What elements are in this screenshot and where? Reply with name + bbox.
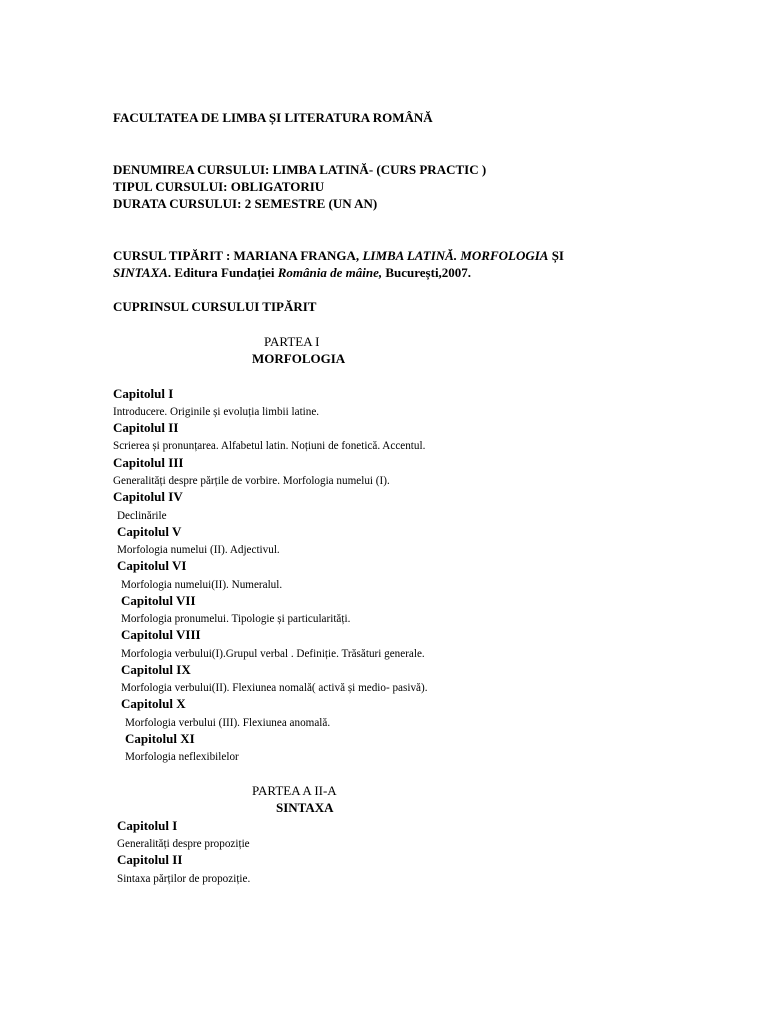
- course-name: DENUMIREA CURSULUI: LIMBA LATINĂ- (CURS PRACTIC ): [113, 162, 487, 177]
- chapter-heading: Capitolul VIII: [121, 627, 201, 642]
- publisher-name: România de mâine,: [277, 265, 383, 280]
- book-title-part2: SINTAXA: [113, 265, 168, 280]
- part1-title: MORFOLOGIA: [252, 351, 346, 366]
- part2-title: SINTAXA: [276, 800, 334, 815]
- book-title-part1: LIMBA LATINĂ. MORFOLOGIA: [362, 248, 549, 263]
- chapter-description: Morfologia neflexibilelor: [125, 749, 239, 763]
- chapter-description: Morfologia numelui (II). Adjectivul.: [117, 542, 280, 556]
- chapter-description: Morfologia verbului(I).Grupul verbal . Definiție. Trăsături generale.: [121, 646, 425, 660]
- chapter-description: Introducere. Originile și evoluția limbii latine.: [113, 404, 320, 418]
- chapter-description: Morfologia verbului (III). Flexiunea anomală.: [125, 715, 331, 729]
- printed-prefix: CURSUL TIPĂRIT : MARIANA FRANGA,: [113, 248, 363, 263]
- chapter-description: Morfologia pronumelui. Tipologie și particularități.: [121, 611, 351, 625]
- book-title-conj: ȘI: [548, 248, 564, 263]
- chapter-description: Morfologia verbului(II). Flexiunea nomală( activă și medio- pasivă).: [121, 680, 428, 694]
- chapter-description: Declinările: [117, 508, 167, 522]
- part1-label: PARTEA I: [264, 334, 320, 349]
- publisher-b: București,2007.: [382, 265, 472, 280]
- chapter-heading: Capitolul XI: [125, 731, 195, 746]
- course-duration: DURATA CURSULUI: 2 SEMESTRE (UN AN): [113, 196, 378, 211]
- printed-course-line2: [113, 265, 471, 281]
- printed-course-line1: [113, 248, 564, 264]
- faculty-heading: FACULTATEA DE LIMBA ȘI LITERATURA ROMÂNĂ: [113, 110, 433, 125]
- chapter-description: Generalități despre părțile de vorbire. Morfologia numelui (I).: [113, 473, 390, 487]
- chapter-heading: Capitolul IV: [113, 489, 183, 504]
- chapter-description: Generalități despre propoziție: [117, 836, 250, 850]
- course-type: TIPUL CURSULUI: OBLIGATORIU: [113, 179, 325, 194]
- chapter-heading: Capitolul X: [121, 696, 186, 711]
- chapter-description: Scrierea și pronunțarea. Alfabetul latin. Noțiuni de fonetică. Accentul.: [113, 438, 426, 452]
- chapter-heading: Capitolul VI: [117, 558, 187, 573]
- chapter-heading: Capitolul III: [113, 455, 184, 470]
- chapter-description: Morfologia numelui(II). Numeralul.: [121, 577, 283, 591]
- chapter-heading: Capitolul I: [117, 818, 178, 833]
- chapter-heading: Capitolul II: [113, 420, 179, 435]
- chapter-heading: Capitolul VII: [121, 593, 196, 608]
- chapter-description: Sintaxa părților de propoziție.: [117, 871, 251, 885]
- part2-label: PARTEA A II-A: [252, 783, 337, 798]
- chapter-heading: Capitolul V: [117, 524, 182, 539]
- contents-heading: CUPRINSUL CURSULUI TIPĂRIT: [113, 299, 317, 314]
- chapter-heading: Capitolul IX: [121, 662, 191, 677]
- chapter-heading: Capitolul I: [113, 386, 174, 401]
- publisher-a: . Editura Fundației: [167, 265, 278, 280]
- chapter-heading: Capitolul II: [117, 852, 183, 867]
